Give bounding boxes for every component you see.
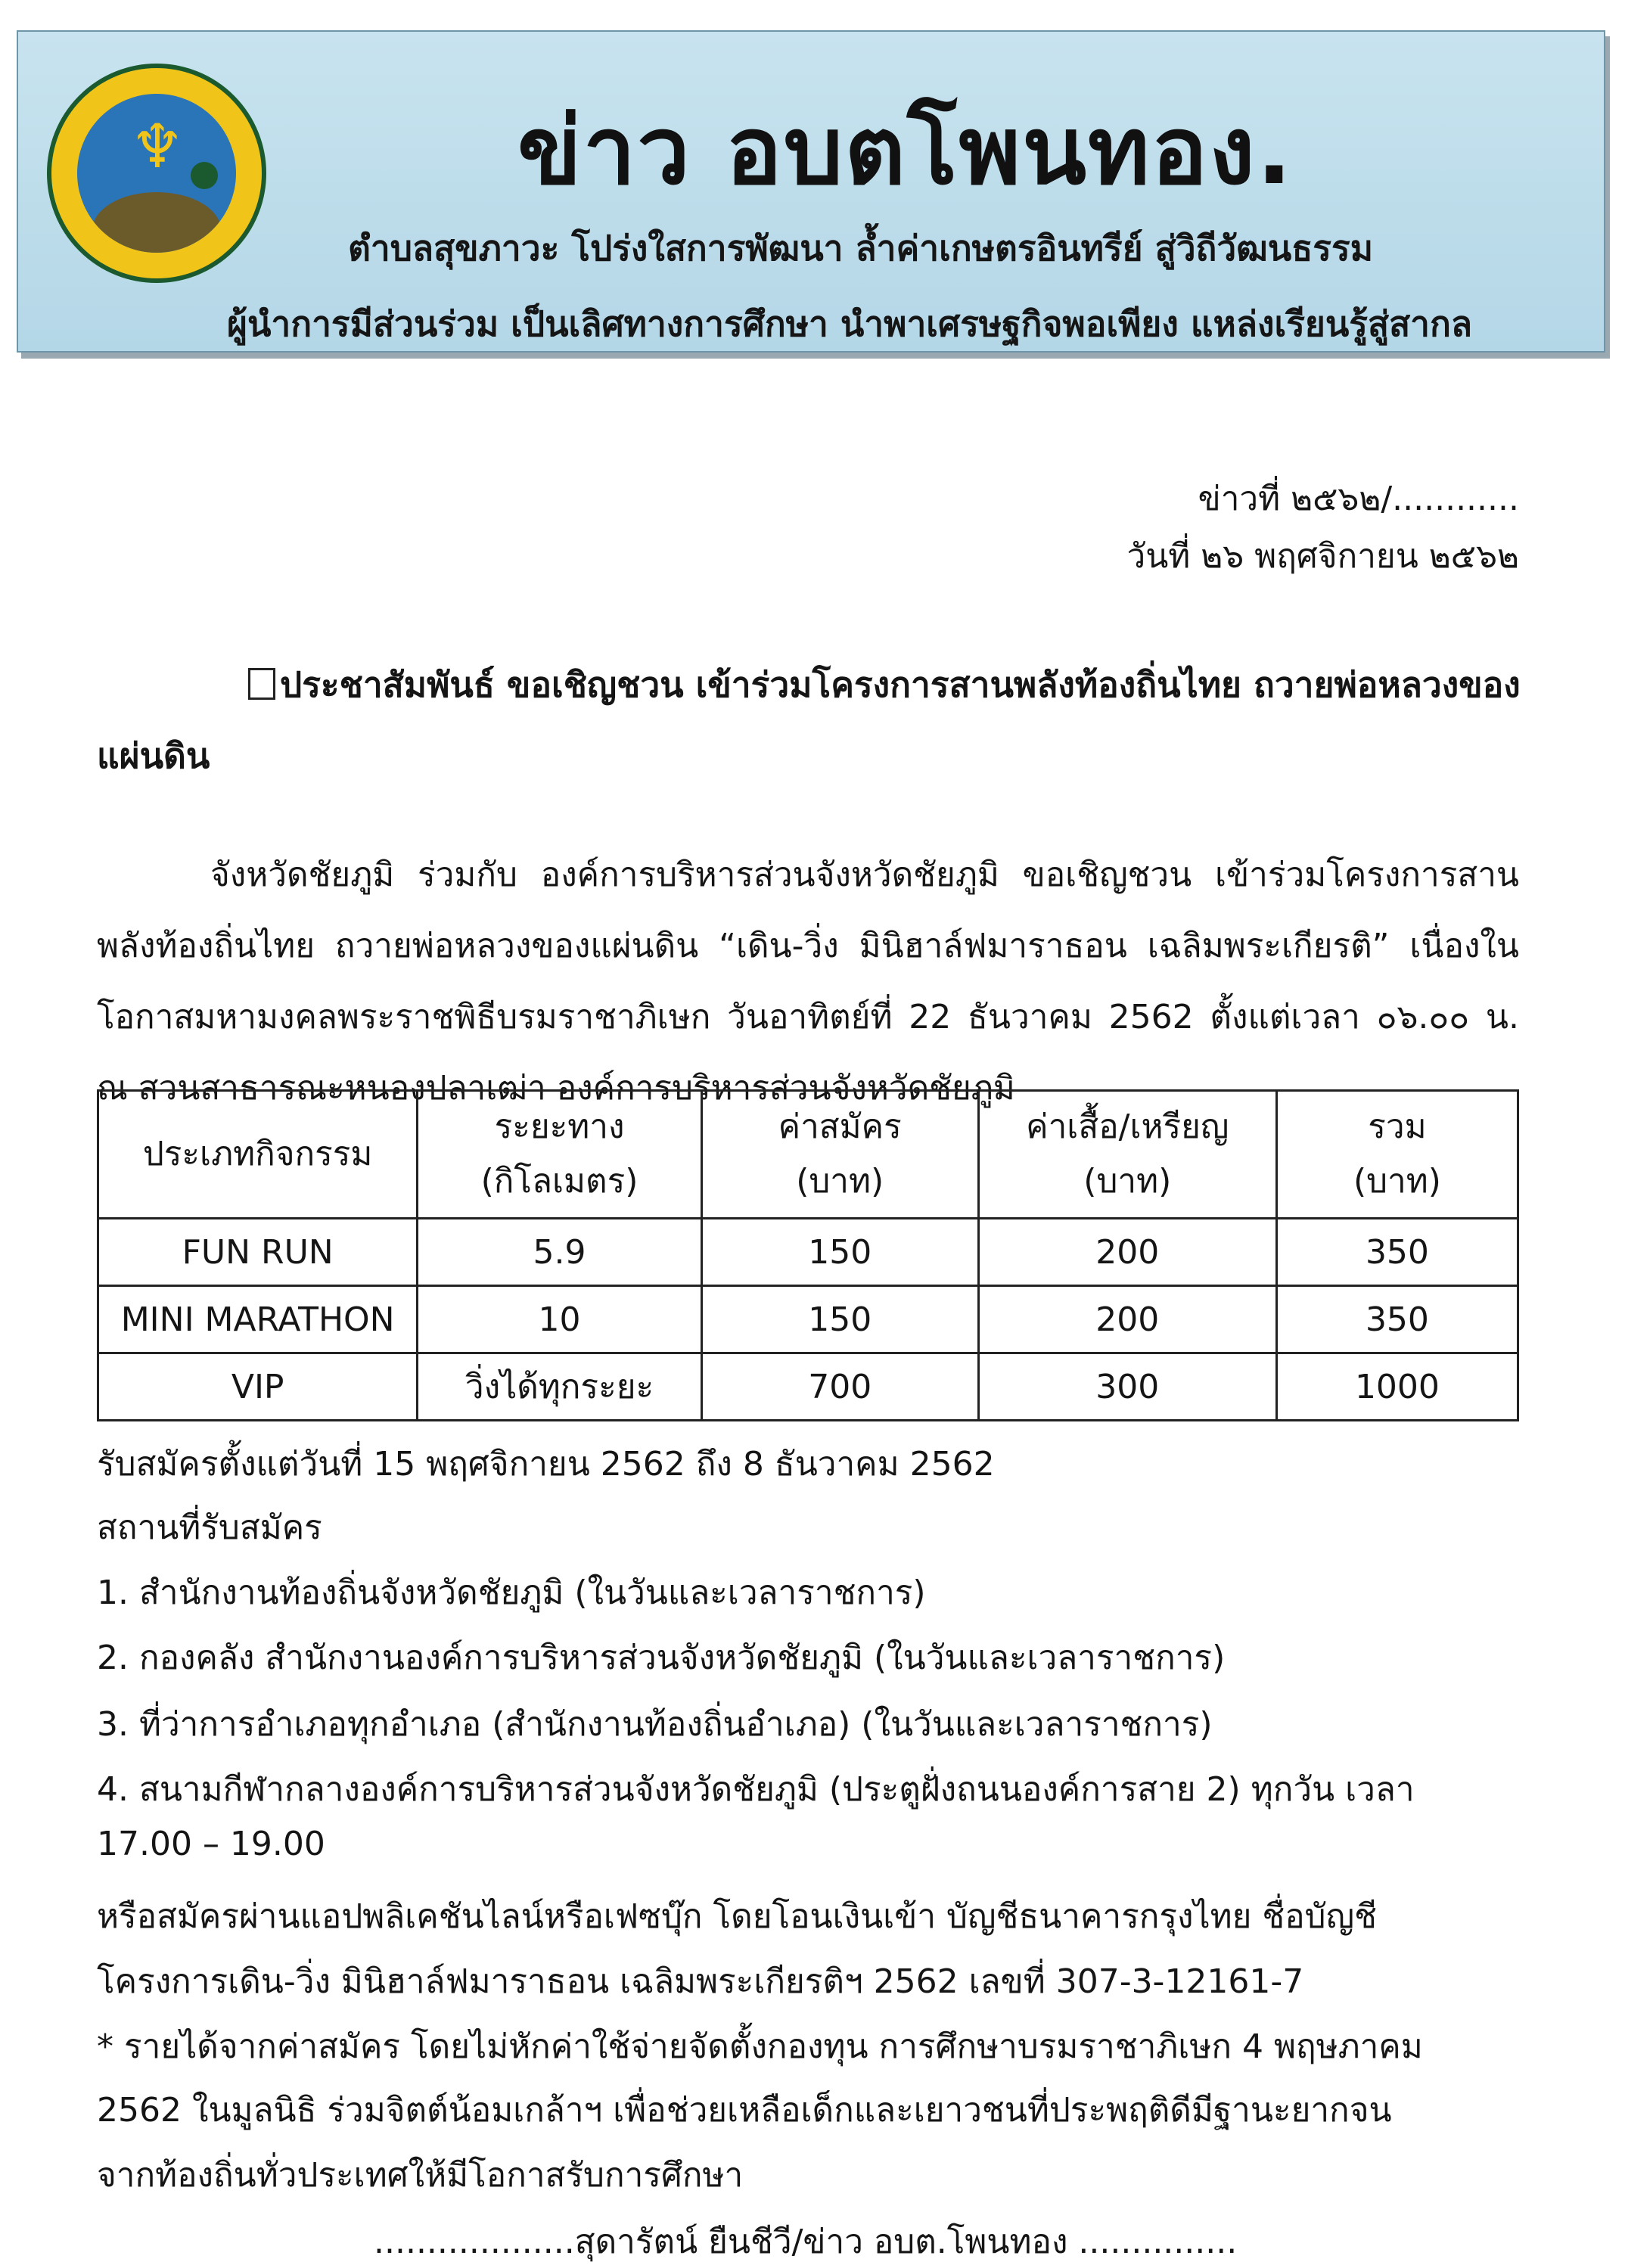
header-shirt-medal: ค่าเสื้อ/เหรียญ (บาท) [978,1091,1276,1219]
organization-logo: ♆ [47,64,266,283]
note-line: 2562 ในมูลนิธิ ร่วมจิตต์น้อมเกล้าฯ เพื่อช่วยเหลือเด็กและเยาวชนที่ประพฤติดีมีฐานะยากจน [97,2091,1392,2130]
slogan-line-2: ผู้นำการมีส่วนร่วม เป็นเลิศทางการศึกษา นำพาเศรษฐกิจพอเพียง แหล่งเรียนรู้สู่สากล [227,303,1473,344]
table-row: VIP วิ่งได้ทุกระยะ 700 300 1000 [98,1353,1518,1421]
header-total: รวม (บาท) [1276,1091,1518,1219]
account-line: โครงการเดิน-วิ่ง มินิฮาล์ฟมาราธอน เฉลิมพระเกียรติฯ 2562 เลขที่ 307-3-12161-7 [97,1962,1304,2001]
location-hours: 17.00 – 19.00 [97,1825,325,1863]
location-item: 2. กองคลัง สำนักงานองค์การบริหารส่วนจังหวัดชัยภูมิ (ในวันและเวลาราชการ) [97,1639,1226,1677]
location-item: 4. สนามกีฬากลางองค์การบริหารส่วนจังหวัดชัยภูมิ (ประตูฝั่งถนนองค์การสาย 2) ทุกวัน เวลา [97,1770,1415,1809]
header-fee: ค่าสมัคร (บาท) [701,1091,978,1219]
page-title: ข่าว อบตโพนทอง. [517,97,1294,206]
table-row: MINI MARATHON 10 150 200 350 [98,1286,1518,1353]
signature-line: ...................สุดารัตน์ ยืนชีวี/ข่าว อบต.โพนทอง ............... [374,2223,1238,2261]
header-activity: ประเภทกิจกรรม [98,1091,418,1219]
news-date: วันที่ ๒๖ พฤศจิกายน ๒๕๖๒ [1126,537,1519,576]
intro-paragraph: จังหวัดชัยภูมิ ร่วมกับ องค์การบริหารส่วนจังหวัดชัยภูมิ ขอเชิญชวน เข้าร่วมโครงการสานพลังท้องถิ่นไทย ถวายพ่อหลวงของแผ่นดิน “เดิน-วิ่ง มินิฮาล์ฟมาราธอน เฉลิมพระเกียรติ” เนื่องในโอกาสมหามงคลพระราชพิธีบรมราชาภิเษก วันอาทิตย์ที่ 22 ธันวาคม 2562 ตั้งแต่เวลา ๐๖.๐๐ น. ณ สวนสาธารณะหนองปลาเฒ่า องค์การบริหารส่วนจังหวัดชัยภูมิ [97,856,1519,1108]
headline: ประชาสัมพันธ์ ขอเชิญชวน เข้าร่วมโครงการสานพลังท้องถิ่นไทย ถวายพ่อหลวงของแผ่นดิน [97,664,1521,776]
slogan-line-1: ตำบลสุขภาวะ โปร่งใสการพัฒนา ล้ำค่าเกษตรอินทรีย์ สู่วิถีวัฒนธรรม [348,228,1374,269]
fee-table [97,1089,1519,1421]
registration-period: รับสมัครตั้งแต่วันที่ 15 พฤศจิกายน 2562 ถึง 8 ธันวาคม 2562 [97,1445,995,1484]
header-banner [17,30,1605,353]
note-line: * รายได้จากค่าสมัคร โดยไม่หักค่าใช้จ่ายจัดตั้งกองทุน การศึกษาบรมราชาภิเษก 4 พฤษภาคม [97,2027,1423,2066]
table-row: FUN RUN 5.9 150 200 350 [98,1219,1518,1286]
table-header-row [98,1091,1518,1219]
locations-heading: สถานที่รับสมัคร [97,1508,322,1547]
location-item: 1. สำนักงานท้องถิ่นจังหวัดชัยภูมิ (ในวันและเวลาราชการ) [97,1574,926,1612]
location-item: 3. ที่ว่าการอำเภอทุกอำเภอ (สำนักงานท้องถิ่นอำเภอ) (ในวันและเวลาราชการ) [97,1705,1213,1744]
news-number: ข่าวที่ ๒๕๖๒/............ [1198,480,1519,518]
note-line: จากท้องถิ่นทั่วประเทศให้มีโอกาสรับการศึกษา [97,2156,744,2195]
header-distance: ระยะทาง (กิโลเมตร) [418,1091,701,1219]
online-line: หรือสมัครผ่านแอปพลิเคชันไลน์หรือเฟซบุ๊ก โดยโอนเงินเข้า บัญชีธนาคารกรุงไทย ชื่อบัญชี [97,1897,1377,1936]
checkbox-icon [248,668,275,700]
